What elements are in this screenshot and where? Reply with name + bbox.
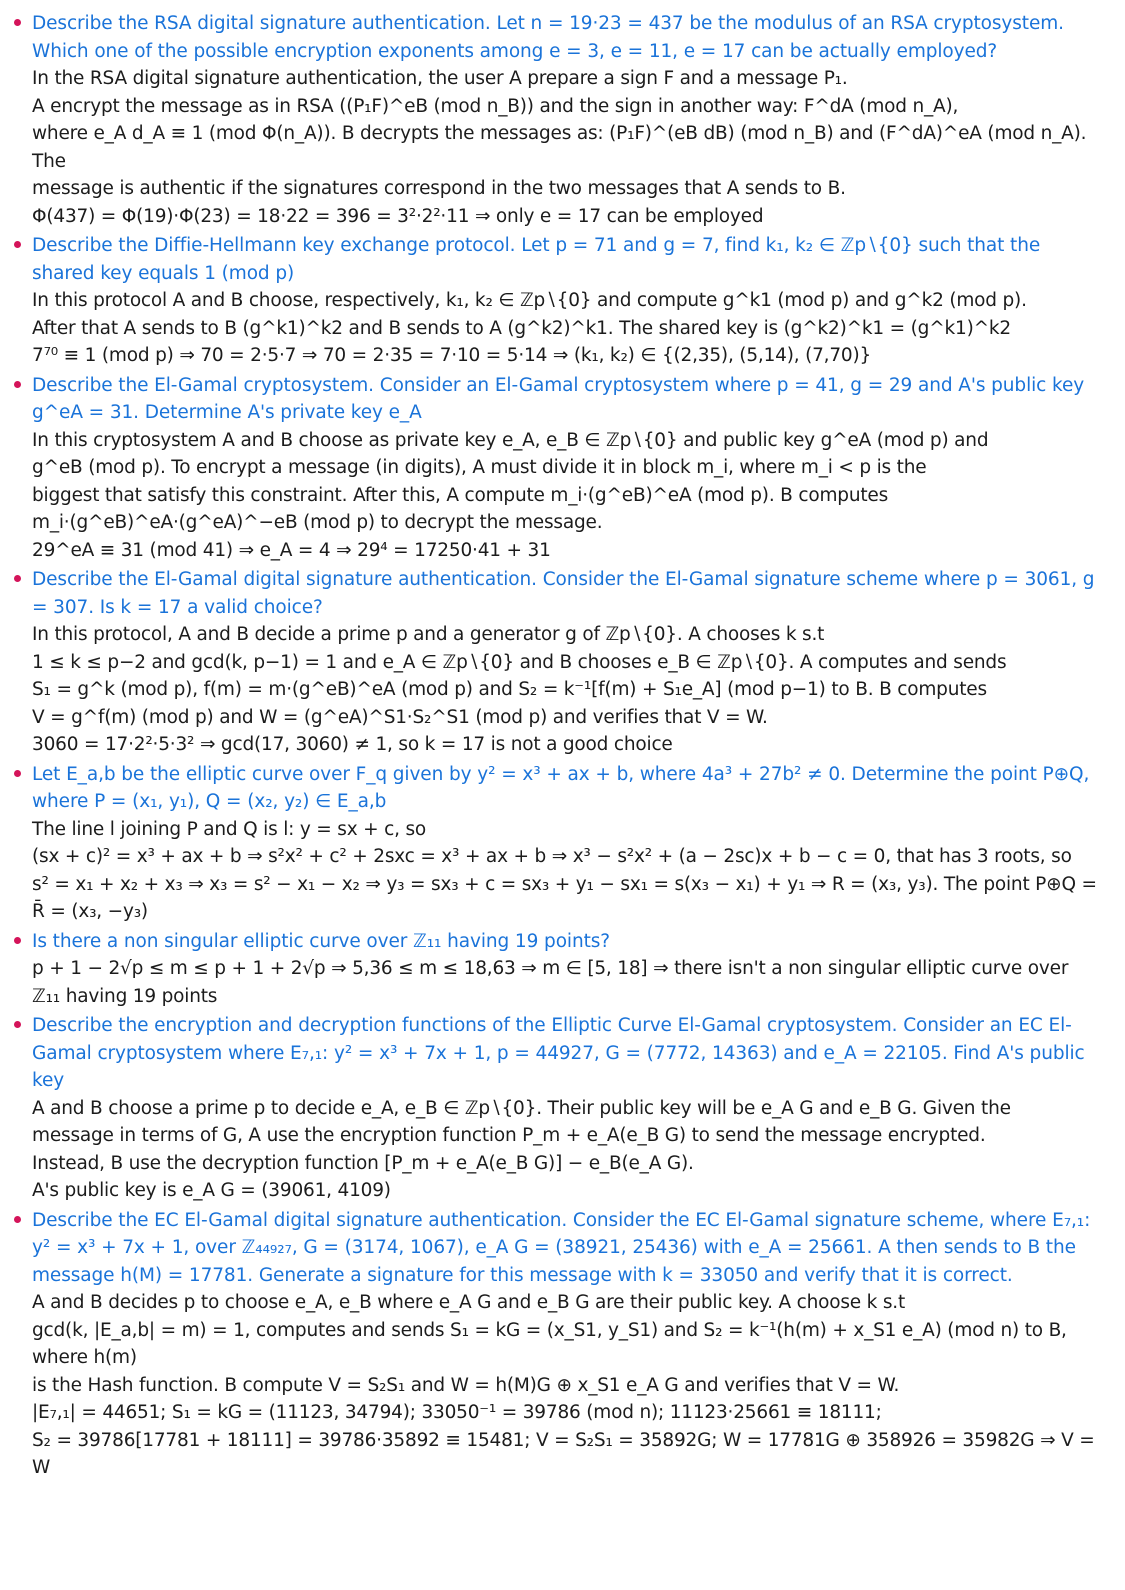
question-text: Describe the RSA digital signature authentication. Let n = 19·23 = 437 be the modulus of an RSA cryptosystem. Which one of the possible encryption exponents among e = 3, e = 11, e = 17 can be actually employed?	[32, 13, 1070, 62]
answer-text: The line l joining P and Q is l: y = sx + c, so (sx + c)² = x³ + ax + b ⇒ s²x² + c² + 2sxc = x³ + ax + b ⇒ x³ − s²x² + (a − 2sc)x + b − c = 0, that has 3 roots, so s² = x₁ + x₂ + x₃ ⇒ x₃ = s² − x₁ − x₂ ⇒ y₃ = sx₃ + c = sx₃ + y₁ − sx₁ = s(x₃ − x₁) + y₁ ⇒ R = (x₃, y₃). The point P⊕Q = R̄ = (x₃, −y₃)	[32, 818, 1097, 922]
qa-item-elliptic-curve-sum	[14, 761, 1107, 926]
qa-item-ec-el-gamal-signature	[14, 1207, 1107, 1482]
answer-text: In this protocol A and B choose, respectively, k₁, k₂ ∈ ℤp∖{0} and compute g^k1 (mod p) and g^k2 (mod p). After that A sends to B (g^k1)^k2 and B sends to A (g^k2)^k1. The shared key is (g^k2)^k1 = (g^k1)^k2 7⁷⁰ ≡ 1 (mod p) ⇒ 70 = 2·5·7 ⇒ 70 = 2·35 = 7·10 = 5·14 ⇒ (k₁, k₂) ∈ {(2,35), (5,14), (7,70)}	[32, 290, 1027, 366]
question-text: Describe the Diffie-Hellmann key exchange protocol. Let p = 71 and g = 7, find k₁, k₂ ∈ ℤp∖{0} such that the shared key equals 1 (mod p)	[32, 235, 1046, 284]
qa-item-rsa-signature	[14, 10, 1107, 230]
bullet-icon	[14, 1021, 21, 1028]
bullet-icon	[14, 937, 21, 944]
answer-text: In the RSA digital signature authentication, the user A prepare a sign F and a message P₁. A encrypt the message as in RSA ((P₁F)^eB (mod n_B)) and the sign in another way: F^dA (mod n_A), where e_A d_A ≡ 1 (mod Φ(n_A)). B decrypts the messages as: (P₁F)^(eB dB) (mod n_B) and (F^dA)^eA (mod n_A). The message is authentic if the signatures correspond in the two messages that A sends to B. Φ(437) = Φ(19)·Φ(23) = 18·22 = 396 = 3²·2²·11 ⇒ only e = 17 can be employed	[32, 68, 1087, 227]
qa-item-el-gamal-signature	[14, 566, 1107, 759]
question-text: Describe the El-Gamal cryptosystem. Consider an El-Gamal cryptosystem where p = 41, g = 29 and A's public key g^eA = 31. Determine A's private key e_A	[32, 374, 1090, 423]
qa-item-ec-el-gamal-cryptosystem	[14, 1012, 1107, 1205]
bullet-icon	[14, 575, 21, 582]
qa-item-el-gamal-cryptosystem	[14, 372, 1107, 565]
bullet-icon	[14, 770, 21, 777]
bullet-icon	[14, 381, 21, 388]
qa-item-diffie-hellman	[14, 232, 1107, 370]
question-text: Is there a non singular elliptic curve over ℤ₁₁ having 19 points?	[32, 930, 610, 952]
answer-text: In this cryptosystem A and B choose as private key e_A, e_B ∈ ℤp∖{0} and public key g^eA (mod p) and g^eB (mod p). To encrypt a message (in digits), A must divide it in block m_i, where m_i < p is the biggest that satisfy this constraint. After this, A compute m_i·(g^eB)^eA (mod p). B computes m_i·(g^eB)^eA·(g^eA)^−eB (mod p) to decrypt the message. 29^eA ≡ 31 (mod 41) ⇒ e_A = 4 ⇒ 29⁴ = 17250·41 + 31	[32, 429, 989, 561]
bullet-icon	[14, 19, 21, 26]
answer-text: A and B decides p to choose e_A, e_B where e_A G and e_B G are their public key. A choose k s.t gcd(k, |E_a,b| = m) = 1, computes and sends S₁ = kG = (x_S1, y_S1) and S₂ = k⁻¹(h(m) + x_S1 e_A) (mod n) to B, where h(m) is the Hash function. B compute V = S₂S₁ and W = h(M)G ⊕ x_S1 e_A G and verifies that V = W. |E₇,₁| = 44651; S₁ = kG = (11123, 34794); 33050⁻¹ = 39786 (mod n); 11123·25661 ≡ 18111; S₂ = 39786[17781 + 18111] = 39786·35892 ≡ 15481; V = S₂S₁ = 35892G; W = 17781G ⊕ 358926 = 35982G ⇒ V = W	[32, 1292, 1095, 1478]
answer-text: p + 1 − 2√p ≤ m ≤ p + 1 + 2√p ⇒ 5,36 ≤ m ≤ 18,63 ⇒ m ∈ [5, 18] ⇒ there isn't a non singular elliptic curve over ℤ₁₁ having 19 points	[32, 958, 1069, 1007]
answer-text: In this protocol, A and B decide a prime p and a generator g of ℤp∖{0}. A chooses k s.t 1 ≤ k ≤ p−2 and gcd(k, p−1) = 1 and e_A ∈ ℤp∖{0} and B chooses e_B ∈ ℤp∖{0}. A computes and sends S₁ = g^k (mod p), f(m) = m·(g^eB)^eA (mod p) and S₂ = k⁻¹[f(m) + S₁e_A] (mod p−1) to B. B computes V = g^f(m) (mod p) and W = (g^eA)^S1·S₂^S1 (mod p) and verifies that V = W. 3060 = 17·2²·5·3² ⇒ gcd(17, 3060) ≠ 1, so k = 17 is not a good choice	[32, 624, 1007, 755]
bullet-icon	[14, 241, 21, 248]
answer-text: A and B choose a prime p to decide e_A, e_B ∈ ℤp∖{0}. Their public key will be e_A G and e_B G. Given the message in terms of G, A use the encryption function P_m + e_A(e_B G) to send the message encrypted. Instead, B use the decryption function [P_m + e_A(e_B G)] − e_B(e_A G). A's public key is e_A G = (39061, 4109)	[32, 1097, 1011, 1201]
question-text: Let E_a,b be the elliptic curve over F_q given by y² = x³ + ax + b, where 4a³ + 27b² ≠ 0. Determine the point P⊕Q, where P = (x₁, y₁), Q = (x₂, y₂) ∈ E_a,b	[32, 763, 1096, 812]
question-text: Describe the encryption and decryption functions of the Elliptic Curve El-Gamal cryptosystem. Consider an EC El-Gamal cryptosystem where E₇,₁: y² = x³ + 7x + 1, p = 44927, G = (7772, 14363) and e_A = 22105. Find A's public key	[32, 1015, 1091, 1091]
question-text: Describe the El-Gamal digital signature authentication. Consider the El-Gamal signature scheme where p = 3061, g = 307. Is k = 17 a valid choice?	[32, 569, 1101, 618]
question-text: Describe the EC El-Gamal digital signature authentication. Consider the EC El-Gamal signature scheme, where E₇,₁: y² = x³ + 7x + 1, over ℤ₄₄₉₂₇, G = (3174, 1067), e_A G = (38921, 25436) with e_A = 25661. A then sends to B the message h(M) = 17781. Generate a signature for this message with k = 33050 and verify that it is correct.	[32, 1209, 1097, 1286]
bullet-icon	[14, 1216, 21, 1223]
qa-item-non-singular-curve	[14, 928, 1107, 1011]
